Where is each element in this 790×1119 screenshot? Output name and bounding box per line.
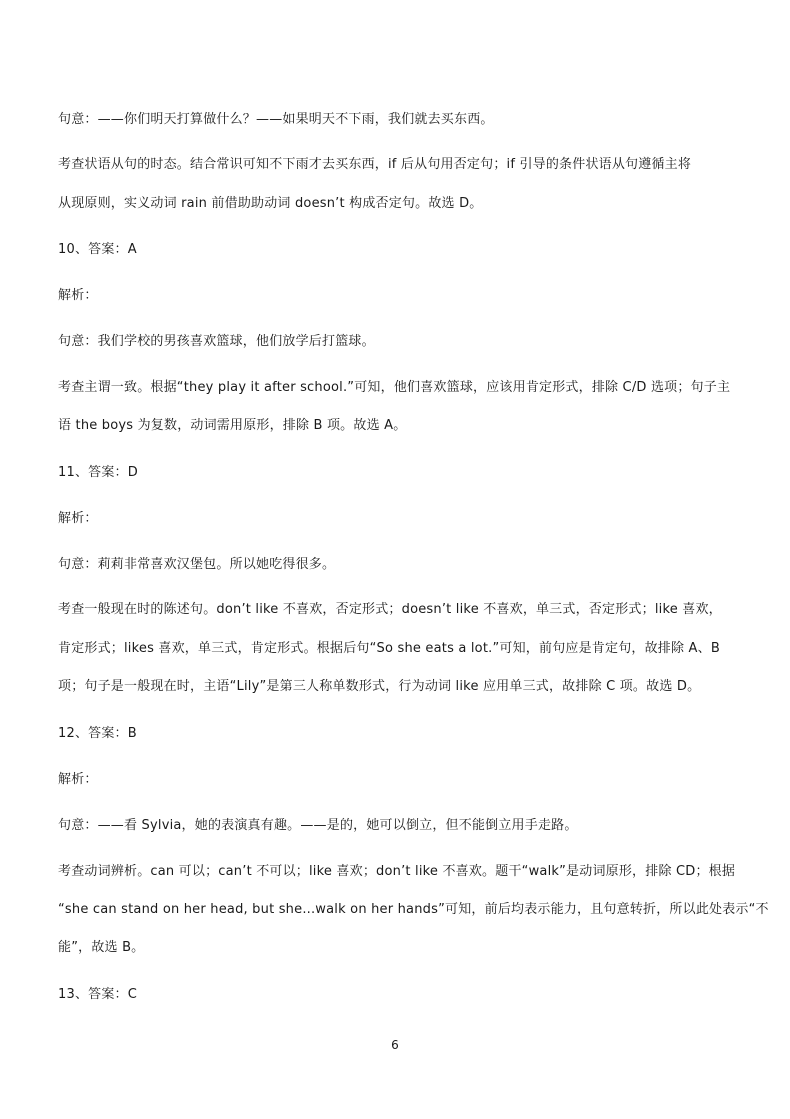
answer-heading: 12、答案：B <box>58 726 137 741</box>
text-line: 从现原则，实义动词 rain 前借助助动词 doesn’t 构成否定句。故选 D。 <box>58 196 483 211</box>
text-line: 项；句子是一般现在时，主语“Lily”是第三人称单数形式，行为动词 like 应用单三式，故排除 C 项。故选 D。 <box>58 679 701 694</box>
text-line: 考查动词辨析。can 可以；can’t 不可以；like 喜欢；don’t like 不喜欢。题干“walk”是动词原形，排除 CD；根据 <box>58 864 736 879</box>
text-line: 句意：我们学校的男孩喜欢篮球，他们放学后打篮球。 <box>58 334 375 349</box>
text-line: 语 the boys 为复数，动词需用原形，排除 B 项。故选 A。 <box>58 418 407 433</box>
text-line: 考查一般现在时的陈述句。don’t like 不喜欢，否定形式；doesn’t like 不喜欢，单三式，否定形式；like 喜欢， <box>58 602 722 617</box>
analysis-label: 解析： <box>58 772 98 787</box>
answer-heading: 11、答案：D <box>58 465 138 480</box>
analysis-label: 解析： <box>58 288 98 303</box>
text-line: 句意：——你们明天打算做什么？——如果明天不下雨，我们就去买东西。 <box>58 112 494 127</box>
text-line: “she can stand on her head, but she...walk on her hands”可知，前后均表示能力，且句意转折，所以此处表示“不 <box>58 902 769 917</box>
page-number: 6 <box>391 1038 399 1052</box>
text-line: 考查主谓一致。根据“they play it after school.”可知，他们喜欢篮球，应该用肯定形式，排除 C/D 选项；句子主 <box>58 380 731 395</box>
answer-heading: 10、答案：A <box>58 242 137 257</box>
text-line: 考查状语从句的时态。结合常识可知不下雨才去买东西，if 后从句用否定句；if 引导的条件状语从句遵循主将 <box>58 157 692 172</box>
analysis-label: 解析： <box>58 511 98 526</box>
answer-heading: 13、答案：C <box>58 987 138 1002</box>
text-line: 肯定形式；likes 喜欢，单三式，肯定形式。根据后句“So she eats a lot.”可知，前句应是肯定句，故排除 A、B <box>58 641 720 656</box>
text-line: 句意：莉莉非常喜欢汉堡包。所以她吃得很多。 <box>58 557 336 572</box>
text-line: 能”，故选 B。 <box>58 940 145 955</box>
text-line: 句意：——看 Sylvia，她的表演真有趣。——是的，她可以倒立，但不能倒立用手走路。 <box>58 818 578 833</box>
